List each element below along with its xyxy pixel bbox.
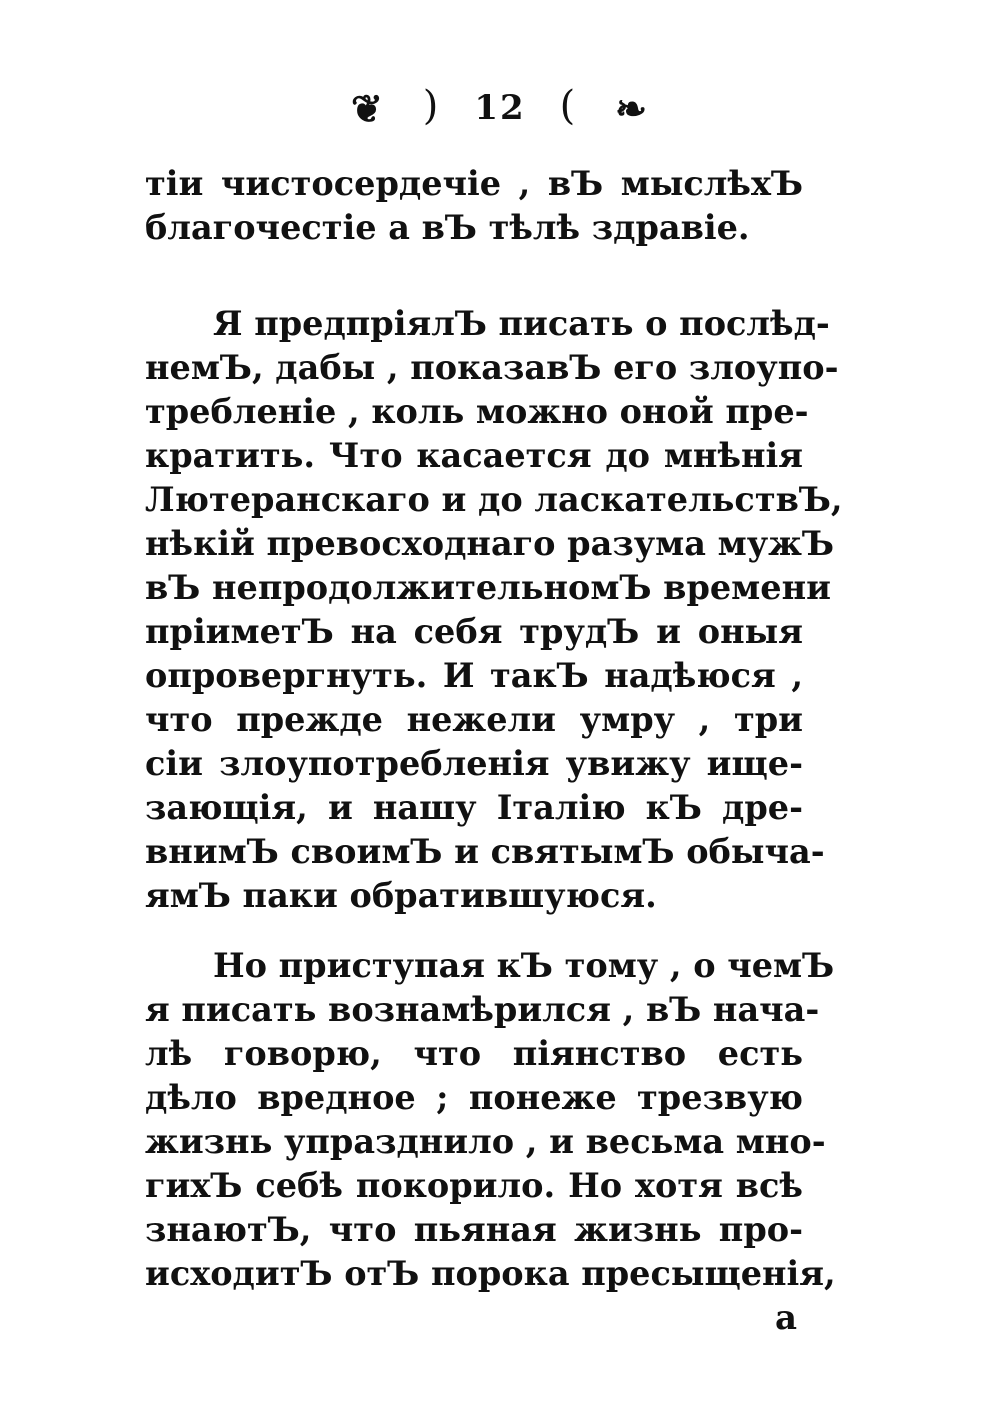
text-line: нѣкій превосходнаго разума мужЪ [145,524,835,563]
text-line: лѣ говорю, что піянство есть [145,1034,803,1073]
text-line: немЪ, дабы , показавЪ его злоупо- [145,348,839,387]
text-line: вЪ непродолжительномЪ времени [145,568,831,607]
fleuron-right-icon: ❧ [615,86,649,131]
running-header [0,78,1000,137]
page-number: 12 [474,88,526,128]
text-line: я писать вознамѣрился , вЪ нача- [145,990,820,1029]
text-line: дѣло вредное ; понеже трезвую [145,1078,803,1117]
header-paren-left: ) [422,83,441,129]
fleuron-left-icon: ❦ [351,86,385,131]
text-line: знаютЪ, что пьяная жизнь про- [145,1210,803,1249]
paragraph-3 [145,944,836,1296]
paragraph-2 [145,302,843,918]
text-line: тіи чистосердечіе , вЪ мыслѣхЪ [145,164,803,203]
paragraph-1 [145,162,803,250]
text-line: гихЪ себѣ покорило. Но хотя всѣ [145,1166,803,1205]
text-line: опровергнуть. И такЪ надѣюся , [145,656,803,695]
text-line: зающія, и нашу Італію кЪ дре- [145,788,803,827]
text-line: кратить. Что касается до мнѣнія [145,436,803,475]
catchword: а [775,1298,798,1338]
text-line: требленіе , коль можно оной пре- [145,392,809,431]
text-line: ямЪ паки обратившуюся. [145,876,657,915]
text-line: Лютеранскаго и до ласкательствЪ, [145,480,843,519]
text-line: сіи злоупотребленія увижу ище- [145,744,803,783]
text-line: внимЪ своимЪ и святымЪ обыча- [145,832,825,871]
text-line: пріиметЪ на себя трудЪ и оныя [145,612,803,651]
text-line: что прежде нежели умру , три [145,700,803,739]
text-line: Но приступая кЪ тому , о чемЪ [213,946,835,985]
text-line: исходитЪ отЪ порока пресыщенія, [145,1254,836,1293]
text-line: жизнь упразднило , и весьма мно- [145,1122,826,1161]
header-paren-right: ( [559,83,578,129]
text-line: Я предпріялЪ писать о послѣд- [213,304,830,343]
text-line: благочестіе а вЪ тѣлѣ здравіе. [145,208,750,247]
